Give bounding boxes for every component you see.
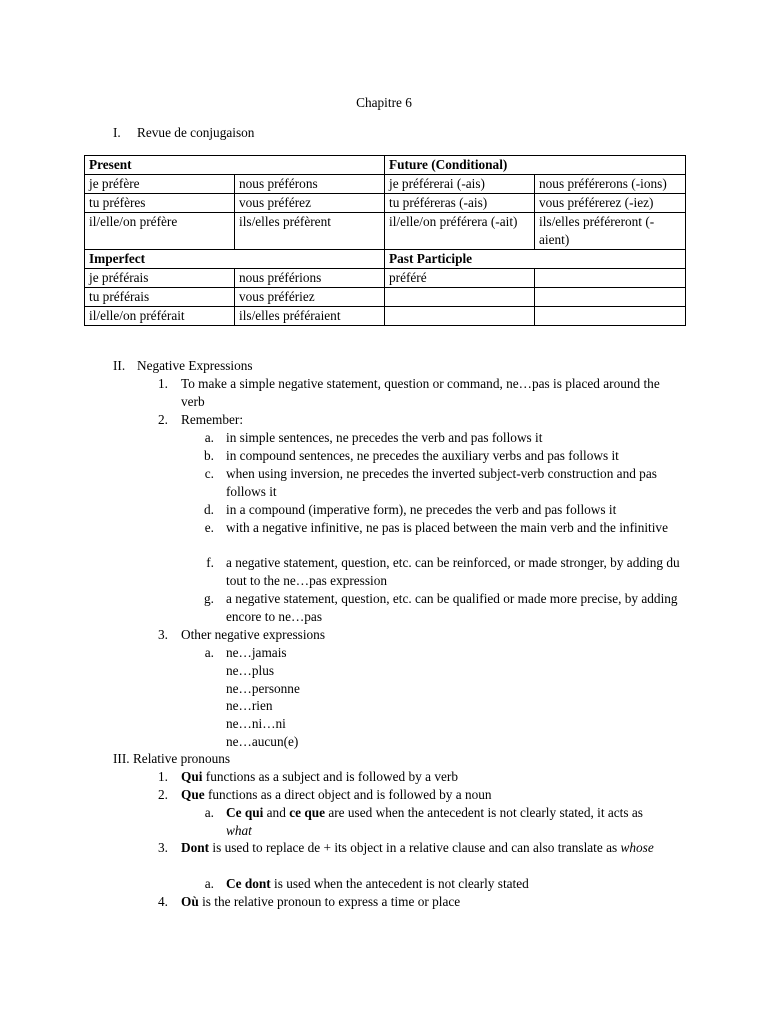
negative-expression: ne…jamais <box>226 645 287 660</box>
term-ce-dont: Ce dont <box>226 876 271 891</box>
definition-text: are used when the antecedent is not clearly stated, it acts as <box>325 805 643 820</box>
sublist-item: in compound sentences, ne precedes the auxiliary verbs and pas follows it <box>226 448 619 463</box>
table-cell: vous préfériez <box>235 288 385 307</box>
sublist-item: when using inversion, ne precedes the inverted subject-verb construction and pas follows it <box>226 466 657 499</box>
table-cell: préféré <box>385 269 535 288</box>
table-row <box>85 269 686 288</box>
table-header-row <box>85 250 686 269</box>
sublist-letter: a. <box>204 430 214 445</box>
table-cell: vous préférerez (-iez) <box>535 194 686 213</box>
negative-expression: ne…aucun(e) <box>226 734 299 749</box>
section-3-heading <box>113 750 230 768</box>
table-header-cell: Future (Conditional) <box>385 156 686 175</box>
table-cell: nous préférerons (-ions) <box>535 175 686 194</box>
list-number: 1. <box>158 769 168 784</box>
sublist-letter: g. <box>204 591 214 606</box>
negative-expression: ne…rien <box>226 698 273 713</box>
negative-expression: ne…plus <box>226 663 275 678</box>
table-cell: tu préférais <box>85 288 235 307</box>
section-2-number: II. <box>113 358 126 373</box>
table-cell: je préfère <box>85 175 235 194</box>
table-cell: nous préférions <box>235 269 385 288</box>
table-cell <box>385 288 535 307</box>
sublist-item: a negative statement, question, etc. can be reinforced, or made stronger, by adding du tout to the ne…pas expression <box>226 555 680 588</box>
sublist-letter: a. <box>204 876 214 891</box>
sublist-item-ce-qui <box>226 804 666 840</box>
definition-text: and <box>263 805 290 820</box>
negative-expression: ne…ni…ni <box>226 716 286 731</box>
sublist-item: in a compound (imperative form), ne precedes the verb and pas follows it <box>226 502 617 517</box>
translation-what: what <box>226 823 252 838</box>
sublist-item-ce-dont <box>226 875 686 893</box>
list-number: 2. <box>158 412 168 427</box>
list-number: 3. <box>158 840 168 855</box>
conjugation-table <box>84 155 686 326</box>
sublist-letter: b. <box>204 448 214 463</box>
table-cell <box>535 288 686 307</box>
table-cell: vous préférez <box>235 194 385 213</box>
table-cell: tu préféreras (-ais) <box>385 194 535 213</box>
table-cell <box>385 307 535 326</box>
list-item-que <box>181 786 681 804</box>
term-ce-qui: Ce qui <box>226 805 264 820</box>
table-header-cell: Present <box>85 156 385 175</box>
definition-text: is used when the antecedent is not clearly stated <box>270 876 529 891</box>
table-header-cell: Imperfect <box>85 250 385 269</box>
table-row <box>85 307 686 326</box>
table-cell: je préférais <box>85 269 235 288</box>
list-number: 1. <box>158 376 168 391</box>
sublist-item: with a negative infinitive, ne pas is placed between the main verb and the infinitive <box>226 520 668 535</box>
definition-text: is the relative pronoun to express a time or place <box>198 894 461 909</box>
sublist-letter: a. <box>204 805 214 820</box>
term-ou: Où <box>181 894 199 909</box>
table-row <box>85 175 686 194</box>
section-1-title: Revue de conjugaison <box>137 125 255 140</box>
sublist-letter: f. <box>206 555 214 570</box>
section-2-heading <box>113 357 253 375</box>
table-row <box>85 194 686 213</box>
term-qui: Qui <box>181 769 203 784</box>
table-cell <box>535 307 686 326</box>
list-item: Other negative expressions <box>181 627 326 642</box>
sublist-letter: d. <box>204 502 214 517</box>
section-3-title: Relative pronouns <box>132 751 231 766</box>
list-number: 2. <box>158 787 168 802</box>
list-number: 4. <box>158 894 168 909</box>
table-cell: il/elle/on préférera (-ait) <box>385 213 535 250</box>
translation-whose: whose <box>620 840 654 855</box>
sublist-letter: c. <box>204 466 214 481</box>
definition-text: functions as a subject and is followed by a verb <box>202 769 458 784</box>
table-header-row <box>85 156 686 175</box>
table-cell: il/elle/on préfère <box>85 213 235 250</box>
section-3-number: III. <box>113 751 130 766</box>
sublist-item: in simple sentences, ne precedes the verb and pas follows it <box>226 430 543 445</box>
table-row <box>85 288 686 307</box>
page-title: Chapitre 6 <box>356 95 412 110</box>
section-2-title: Negative Expressions <box>137 358 253 373</box>
section-1-heading <box>113 124 254 142</box>
table-cell: ils/elles préfèrent <box>235 213 385 250</box>
list-item-ou <box>181 893 681 911</box>
sublist-item: a negative statement, question, etc. can be qualified or made more precise, by adding encore to ne…pas <box>226 591 678 624</box>
table-cell: je préférerai (-ais) <box>385 175 535 194</box>
table-header-cell: Past Participle <box>385 250 686 269</box>
section-1-number: I. <box>113 125 121 140</box>
negative-expression: ne…personne <box>226 681 300 696</box>
term-ce-que: ce que <box>289 805 326 820</box>
definition-text: functions as a direct object and is followed by a noun <box>204 787 492 802</box>
term-dont: Dont <box>181 840 210 855</box>
list-item-qui <box>181 768 681 786</box>
sublist-letter: e. <box>204 520 214 535</box>
sublist-letter: a. <box>204 645 214 660</box>
list-item-dont <box>181 839 681 857</box>
definition-text: is used to replace de + its object in a relative clause and can also translate as <box>209 840 621 855</box>
table-cell: ils/elles préféraient <box>235 307 385 326</box>
list-number: 3. <box>158 627 168 642</box>
list-item: Remember: <box>181 412 244 427</box>
table-cell: ils/elles préféreront (-aient) <box>535 213 686 250</box>
table-cell: nous préférons <box>235 175 385 194</box>
table-cell <box>535 269 686 288</box>
table-cell: tu préfères <box>85 194 235 213</box>
term-que: Que <box>181 787 205 802</box>
table-cell: il/elle/on préférait <box>85 307 235 326</box>
table-row <box>85 213 686 250</box>
list-item: To make a simple negative statement, question or command, ne…pas is placed around the verb <box>181 376 660 409</box>
